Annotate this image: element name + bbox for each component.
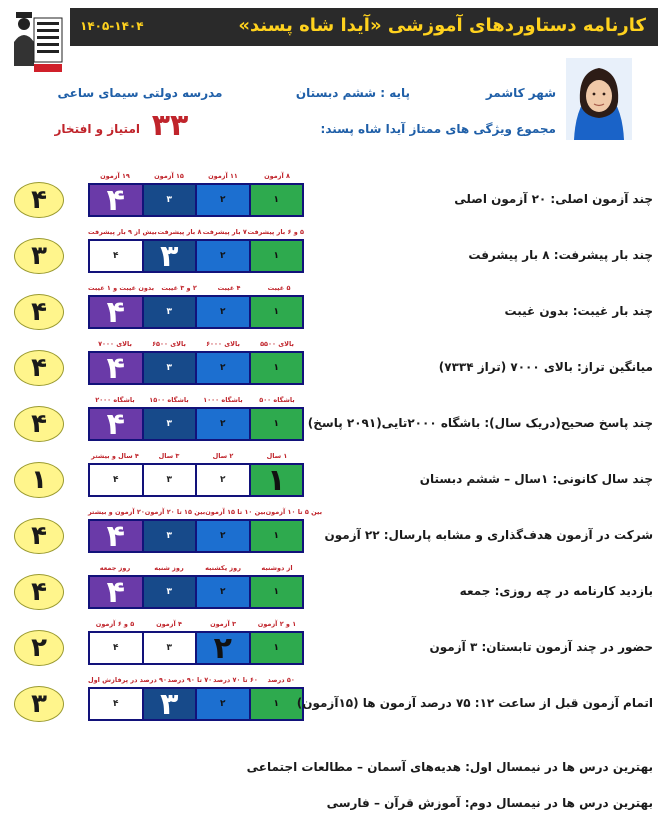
level-label: ۳ سال <box>158 452 180 460</box>
level-cell: ۴ <box>113 699 119 709</box>
row-description: چند بار پیشرفت: ۸ بار پیشرفت <box>468 248 653 262</box>
level-cell: ۱ <box>249 633 303 663</box>
level-cell: ۲ <box>195 241 249 271</box>
row-description: شرکت در آزمون هدف‌گذاری و مشابه پارسال: ۲۲ آزمون <box>324 528 653 542</box>
level-cell: ۳ <box>142 521 196 551</box>
level-label: روز شنبه <box>154 564 184 572</box>
score-badge: ۴ <box>14 574 64 610</box>
level-cell: ۳ <box>142 241 196 271</box>
achievement-row <box>0 340 663 392</box>
level-label: ۷ بار پیشرفت <box>202 228 247 236</box>
level-cell: ۳ <box>142 409 196 439</box>
level-bar <box>88 631 304 665</box>
level-label: بین ۵ تا ۱۰ آزمون <box>265 508 323 516</box>
features-label: مجموع ویژگی های ممتاز آیدا شاه پسند: <box>320 122 556 136</box>
level-label: باشگاه ۱۰۰۰ <box>203 396 243 404</box>
level-cell: ۲ <box>195 409 249 439</box>
score-badge: ۲ <box>14 630 64 666</box>
points-unit: امتیاز و افتخار <box>54 122 140 136</box>
achievement-row <box>0 508 663 560</box>
level-cell: ۳ <box>142 465 196 495</box>
level-label: ۴ آزمون <box>156 620 182 628</box>
best-lessons-term2: بهترین درس ها در نیمسال دوم: آموزش قرآن – فارسی <box>326 796 653 810</box>
level-cell: ۲ <box>195 353 249 383</box>
level-label: بیش از ۹ بار پیشرفت <box>88 228 157 236</box>
level-cell: ۱ <box>249 521 303 551</box>
score-badge: ۳ <box>14 238 64 274</box>
score-badge: ۴ <box>14 294 64 330</box>
level-label: بدون غیبت و ۱ غیبت <box>88 284 155 292</box>
level-label: ۲ و ۳ غیبت <box>161 284 197 292</box>
level-cell: ۲ <box>195 185 249 215</box>
level-label: باشگاه ۵۰۰ <box>259 396 295 404</box>
level-label: ۸ بار پیشرفت <box>157 228 202 236</box>
page-title: کارنامه دستاوردهای آموزشی «آیدا شاه پسند» <box>238 15 646 36</box>
level-cell: ۱ <box>249 465 303 495</box>
achievement-row <box>0 284 663 336</box>
level-cell: ۱ <box>249 185 303 215</box>
level-label: بالای ۵۵۰۰ <box>260 340 294 348</box>
row-description: بازدید کارنامه در چه روزی: جمعه <box>459 584 653 598</box>
row-description: چند سال کانونی: ۱سال – ششم دبستان <box>419 472 653 486</box>
score-badge: ۴ <box>14 518 64 554</box>
row-description: میانگین تراز: بالای ۷۰۰۰ (تراز ۷۳۳۴) <box>438 360 653 374</box>
level-cell: ۴ <box>90 577 142 607</box>
level-cell: ۲ <box>195 297 249 327</box>
level-label: ۶۰ تا ۷۰ درصد <box>213 676 258 684</box>
student-city: شهر کاشمر <box>485 86 556 100</box>
row-description: چند پاسخ صحیح(دریک سال): باشگاه ۲۰۰۰تایی(۲۰۹۱ پاسخ) <box>307 416 653 430</box>
level-cell: ۱ <box>249 353 303 383</box>
level-label: ۲ سال <box>212 452 234 460</box>
achievement-row <box>0 564 663 616</box>
achievement-row <box>0 452 663 504</box>
level-cell: ۴ <box>90 185 142 215</box>
level-bar <box>88 183 304 217</box>
header-band <box>70 8 658 46</box>
level-cell: ۳ <box>142 577 196 607</box>
level-label: از دوشنبه <box>261 564 293 572</box>
level-label: ۱ سال <box>266 452 288 460</box>
level-label: ۸ آزمون <box>264 172 290 180</box>
score-badge: ۴ <box>14 406 64 442</box>
level-bar <box>88 295 304 329</box>
level-bar <box>88 519 304 553</box>
level-cell: ۱ <box>249 577 303 607</box>
level-cell: ۲ <box>195 689 249 719</box>
level-label: بالای ۶۰۰۰ <box>206 340 240 348</box>
level-cell: ۱ <box>249 689 303 719</box>
level-label: ۵ و ۶ بار پیشرفت <box>247 228 305 236</box>
level-label: ۲۰ آزمون و بیشتر <box>88 508 145 516</box>
level-label: باشگاه ۱۵۰۰ <box>149 396 189 404</box>
level-bar <box>88 687 304 721</box>
achievement-row <box>0 676 663 728</box>
best-lessons-term1: بهترین درس ها در نیمسال اول: هدیه‌های آسمان – مطالعات اجتماعی <box>246 760 653 774</box>
row-description: حضور در چند آزمون تابستان: ۳ آزمون <box>429 640 653 654</box>
level-label: بالای ۶۵۰۰ <box>152 340 186 348</box>
level-cell: ۲ <box>195 577 249 607</box>
level-label: ۱۹ آزمون <box>100 172 130 180</box>
level-label: باشگاه ۲۰۰۰ <box>95 396 135 404</box>
level-cell: ۳ <box>142 633 196 663</box>
year-label: ۱۴۰۵-۱۴۰۴ <box>80 19 144 33</box>
level-label: ۹۰ درصد در پرفازش اول <box>88 676 167 684</box>
level-cell: ۲ <box>195 465 249 495</box>
level-cell: ۴ <box>90 297 142 327</box>
level-bar <box>88 239 304 273</box>
level-cell: ۴ <box>113 643 119 653</box>
level-cell: ۴ <box>90 353 142 383</box>
achievement-row <box>0 620 663 672</box>
level-label: بالای ۷۰۰۰ <box>98 340 132 348</box>
level-cell: ۴ <box>90 409 142 439</box>
achievement-row <box>0 172 663 224</box>
level-cell: ۴ <box>90 521 142 551</box>
row-description: اتمام آزمون قبل از ساعت ۱۲: ۷۵ درصد آزمون ها (۱۵آزمون) <box>296 696 653 710</box>
student-grade: پایه : ششم دبستان <box>295 86 410 100</box>
level-cell: ۲ <box>195 633 249 663</box>
level-label: ۵ و ۶ آزمون <box>95 620 135 628</box>
level-label: ۱ و ۲ آزمون <box>257 620 297 628</box>
achievement-row <box>0 396 663 448</box>
level-cell: ۱ <box>249 409 303 439</box>
level-label: ۵ غیبت <box>267 284 291 292</box>
level-cell: ۴ <box>113 251 119 261</box>
level-cell: ۳ <box>142 689 196 719</box>
level-cell: ۳ <box>142 353 196 383</box>
level-cell: ۳ <box>142 185 196 215</box>
achievement-row <box>0 228 663 280</box>
score-badge: ۴ <box>14 182 64 218</box>
kanoon-logo <box>8 10 66 78</box>
level-label: ۳ آزمون <box>210 620 236 628</box>
level-cell: ۴ <box>113 475 119 485</box>
level-label: بین ۱۰ تا ۱۵ آزمون <box>205 508 266 516</box>
level-label: روز یکشنبه <box>205 564 241 572</box>
level-bar <box>88 463 304 497</box>
level-label: بین ۱۵ تا ۲۰ آزمون <box>144 508 206 516</box>
level-label: روز جمعه <box>99 564 131 572</box>
total-points: ۳۳ <box>151 108 189 143</box>
student-school: مدرسه دولتی سیمای ساعی <box>57 86 223 100</box>
row-description: چند آزمون اصلی: ۲۰ آزمون اصلی <box>454 192 653 206</box>
level-bar <box>88 351 304 385</box>
level-label: ۵۰ درصد <box>267 676 295 684</box>
score-badge: ۱ <box>14 462 64 498</box>
student-photo <box>566 58 632 140</box>
level-label: ۷۰ تا ۹۰ درصد <box>167 676 213 684</box>
level-label: ۱۱ آزمون <box>208 172 238 180</box>
level-cell: ۱ <box>249 297 303 327</box>
level-label: ۴ سال و بیشتر <box>91 452 139 460</box>
row-description: چند بار غیبت: بدون غیبت <box>504 304 653 318</box>
level-cell: ۲ <box>195 521 249 551</box>
score-badge: ۳ <box>14 686 64 722</box>
level-label: ۴ غیبت <box>217 284 241 292</box>
level-bar <box>88 407 304 441</box>
level-label: ۱۵ آزمون <box>154 172 184 180</box>
level-cell: ۳ <box>142 297 196 327</box>
level-bar <box>88 575 304 609</box>
level-cell: ۱ <box>249 241 303 271</box>
score-badge: ۴ <box>14 350 64 386</box>
